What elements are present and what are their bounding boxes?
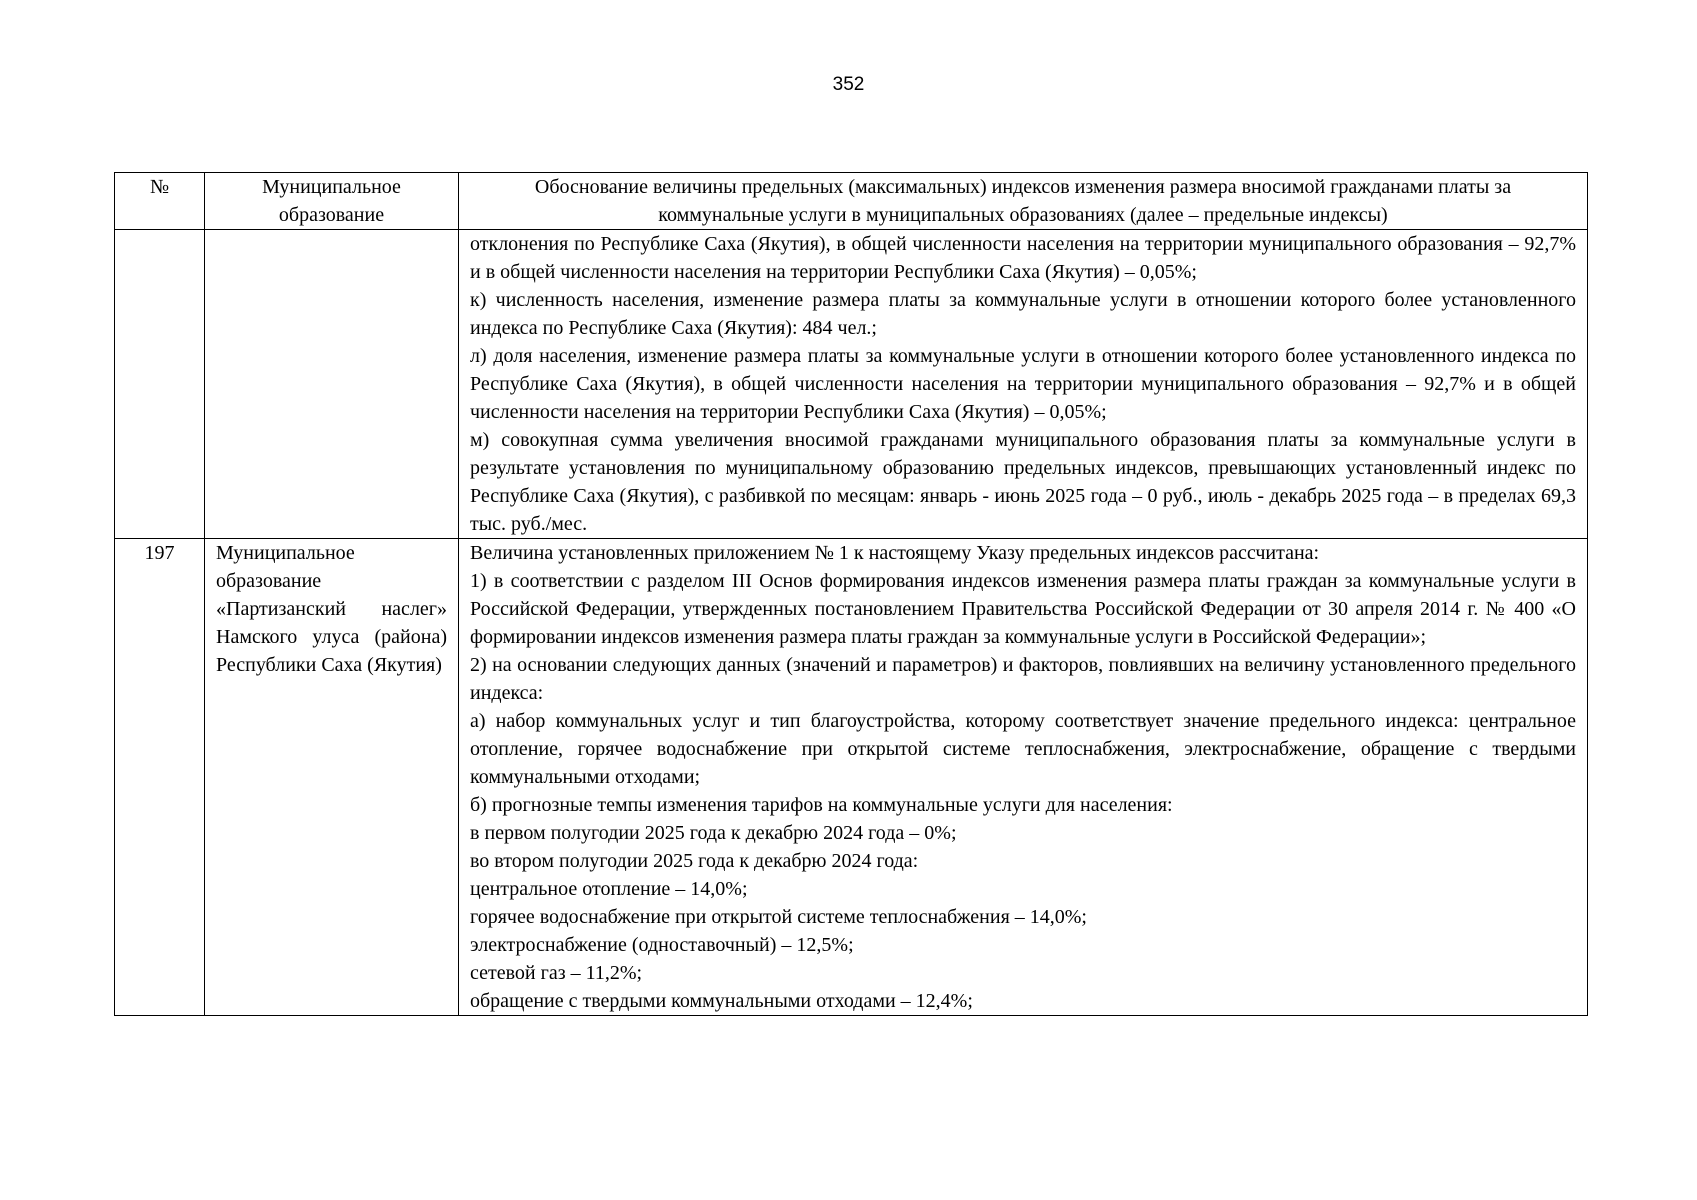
page-number: 352 (832, 74, 865, 95)
paragraph: м) совокупная сумма увеличения вносимой гражданами муниципального образования платы за коммунальные услуги в результате установления по муниципальному образованию предельных индексов, превышающих установленный индекс по Республике Саха (Якутия), с разбивкой по месяцам: январь - июнь 2025 года – 0 руб., июль - декабрь 2025 года – в пределах 69,3 тыс. руб./мес. (470, 429, 1576, 535)
header-justification: Обоснование величины предельных (максимальных) индексов изменения размера вносимой гражданами платы за коммунальные услуги в муниципальных образованиях (далее – предельные индексы) (459, 173, 1588, 230)
row-municipality (205, 230, 459, 539)
paragraph: сетевой газ – 11,2%; (470, 962, 643, 984)
row-municipality: Муниципальное образование «Партизанский наслег» Намского улуса (района) Республики Саха (Якутия) (205, 539, 459, 1016)
table-row (115, 230, 1588, 539)
header-municipality: Муниципальное образование (205, 173, 459, 230)
justification-table (114, 172, 1588, 1016)
paragraph: электроснабжение (одноставочный) – 12,5%; (470, 934, 854, 956)
table-header-row (115, 173, 1588, 230)
row-number (115, 230, 205, 539)
row-number: 197 (115, 539, 205, 1016)
paragraph: 2) на основании следующих данных (значений и параметров) и факторов, повлиявших на величину установленного предельного индекса: (470, 654, 1576, 704)
table-row (115, 539, 1588, 1016)
paragraph: центральное отопление – 14,0%; (470, 878, 748, 900)
paragraph: л) доля населения, изменение размера платы за коммунальные услуги в отношении которого более установленного индекса по Республике Саха (Якутия), в общей численности населения на территории муниципального образования – 92,7% и в общей численности населения на территории Республики Саха (Якутия) – 0,05%; (470, 345, 1576, 423)
paragraph: обращение с твердыми коммунальными отходами – 12,4%; (470, 990, 973, 1012)
paragraph: горячее водоснабжение при открытой системе теплоснабжения – 14,0%; (470, 906, 1087, 928)
row-justification (459, 539, 1588, 1016)
header-num: № (115, 173, 205, 230)
paragraph: 1) в соответствии с разделом III Основ формирования индексов изменения размера платы граждан за коммунальные услуги в Российской Федерации, утвержденных постановлением Правительства Российской Федерации от 30 апреля 2014 г. № 400 «О формировании индексов изменения размера платы граждан за коммунальные услуги в Российской Федерации»; (470, 570, 1576, 648)
row-justification (459, 230, 1588, 539)
paragraph: в первом полугодии 2025 года к декабрю 2024 года – 0%; (470, 822, 957, 844)
paragraph: во втором полугодии 2025 года к декабрю 2024 года: (470, 850, 919, 872)
paragraph: отклонения по Республике Саха (Якутия), в общей численности населения на территории муниципального образования – 92,7% и в общей численности населения на территории Республики Саха (Якутия) – 0,05%; (470, 233, 1576, 283)
paragraph: Величина установленных приложением № 1 к настоящему Указу предельных индексов рассчитана: (470, 542, 1320, 564)
paragraph: б) прогнозные темпы изменения тарифов на коммунальные услуги для населения: (470, 794, 1173, 816)
paragraph: а) набор коммунальных услуг и тип благоустройства, которому соответствует значение предельного индекса: центральное отопление, горячее водоснабжение при открытой системе теплоснабжения, электроснабжение, обращение с твердыми коммунальными отходами; (470, 710, 1576, 788)
paragraph: к) численность населения, изменение размера платы за коммунальные услуги в отношении которого более установленного индекса по Республике Саха (Якутия): 484 чел.; (470, 289, 1576, 339)
